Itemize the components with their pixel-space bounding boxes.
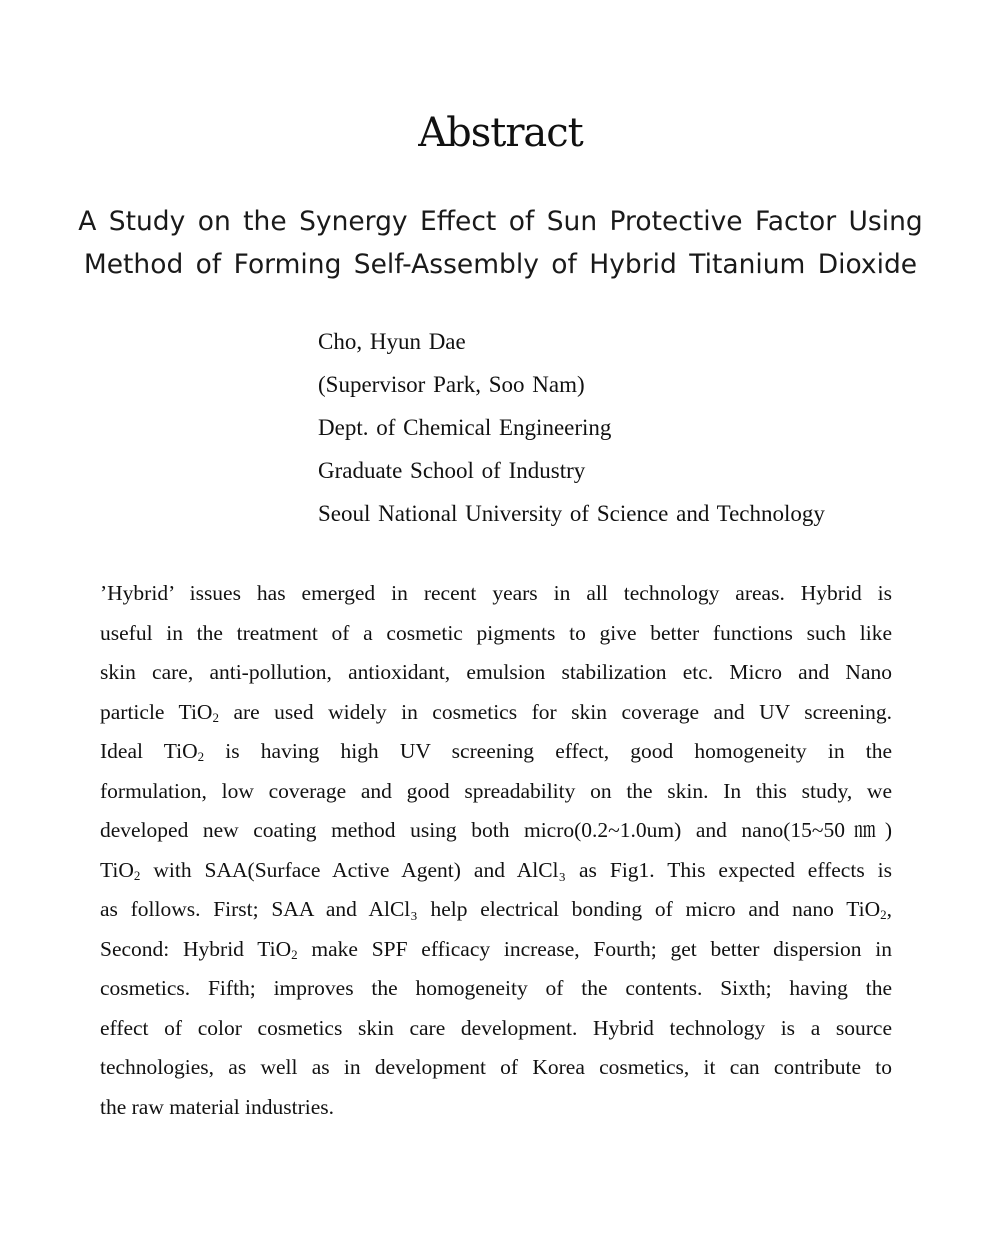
subscript: 2	[212, 709, 219, 725]
abstract-heading: Abstract	[418, 110, 583, 156]
text-segment: with SAA(Surface Active Agent) and AlCl₃ as Fig1. This expected effects is	[140, 857, 892, 882]
author-block	[318, 320, 918, 535]
body-line: developed new coating method using both micro(0.2~1.0um) and nano(15~50㎚)	[100, 818, 892, 842]
body-line: skin care, anti-pollution, antioxidant, emulsion stabilization etc. Micro and Nano	[100, 660, 892, 684]
body-line: the raw material industries.	[100, 1094, 335, 1119]
subscript: 2	[133, 867, 141, 883]
supervisor: (Supervisor Park, Soo Nam)	[318, 372, 585, 397]
subscript: 2	[291, 946, 298, 962]
body-line: ’Hybrid’ issues has emerged in recent years in all technology areas. Hybrid is	[100, 581, 892, 605]
text-segment: Second: Hybrid TiO	[100, 936, 292, 961]
text-segment: Ideal TiO	[100, 739, 198, 763]
text-segment: is having high UV screening effect, good homogeneity in the	[204, 739, 892, 763]
body-line: effect of color cosmetics skin care development. Hybrid technology is a source	[100, 1015, 892, 1040]
title-line: A Study on the Synergy Effect of Sun Protective Factor Using	[78, 206, 923, 237]
department: Dept. of Chemical Engineering	[318, 415, 612, 440]
body-line: technologies, as well as in development of Korea cosmetics, it can contribute to	[100, 1055, 892, 1079]
body-line	[100, 930, 892, 970]
body-line	[100, 732, 892, 772]
body-line: formulation, low coverage and good spreadability on the skin. In this study, we	[100, 778, 892, 803]
text-segment: are used widely in cosmetics for skin coverage and UV screening.	[218, 699, 892, 724]
text-segment: TiO	[100, 857, 134, 882]
title-line: Method of Forming Self-Assembly of Hybrid Titanium Dioxide	[83, 249, 918, 280]
body-line: useful in the treatment of a cosmetic pigments to give better functions such like	[100, 620, 892, 645]
abstract-body	[100, 574, 892, 1127]
text-segment: as follows. First; SAA and AlCl₃ help electrical bonding of micro and nano TiO	[100, 897, 881, 921]
text-segment: ,	[886, 897, 892, 921]
university: Seoul National University of Science and Technology	[318, 501, 825, 526]
body-line	[100, 851, 892, 891]
thesis-title	[0, 200, 1001, 286]
body-line	[100, 890, 892, 930]
text-segment: particle TiO	[100, 699, 213, 724]
subscript: 2	[197, 749, 205, 764]
author-name: Cho, Hyun Dae	[318, 329, 466, 354]
text-segment: make SPF efficacy increase, Fourth; get better dispersion in	[297, 936, 892, 961]
body-line	[100, 693, 892, 733]
subscript: 2	[880, 907, 887, 922]
graduate-school: Graduate School of Industry	[318, 458, 586, 483]
body-line: cosmetics. Fifth; improves the homogeneity of the contents. Sixth; having the	[100, 976, 892, 1000]
